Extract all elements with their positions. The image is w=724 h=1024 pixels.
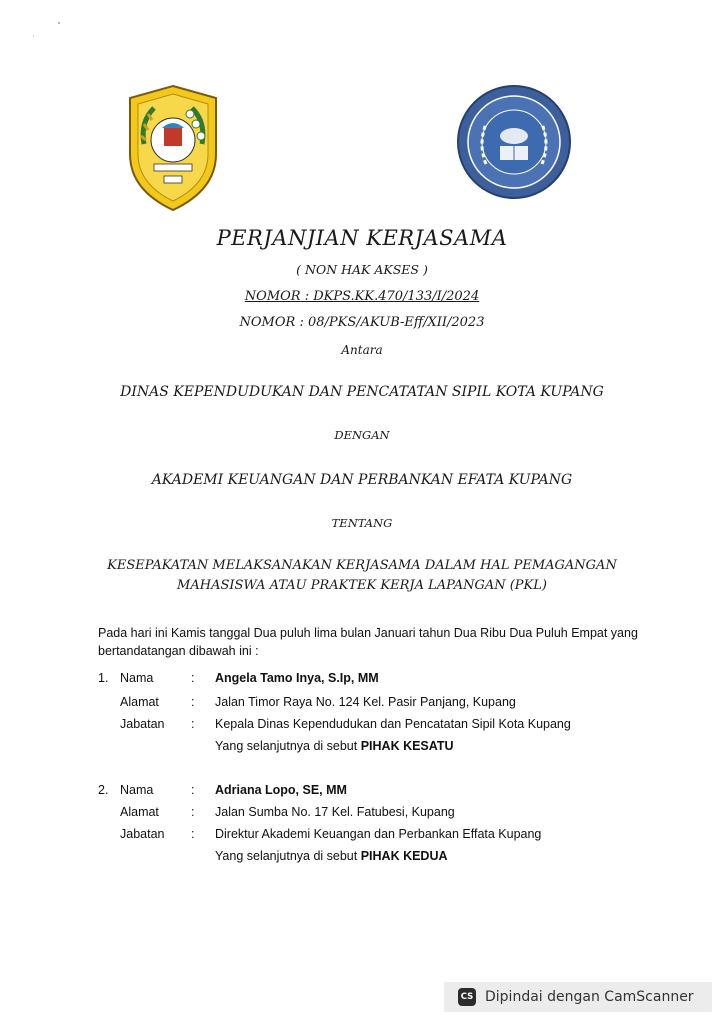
camscanner-icon: CS bbox=[458, 988, 476, 1006]
colon: : bbox=[191, 805, 195, 819]
signatory-1-number: 1. bbox=[98, 671, 109, 685]
topic-line-1: KESEPAKATAN MELAKSANAKAN KERJASAMA DALAM HAL PEMAGANGAN bbox=[107, 558, 617, 573]
signatory-2-alamat-label: Alamat bbox=[120, 805, 159, 819]
document-subtitle: ( NON HAK AKSES ) bbox=[296, 262, 428, 277]
designation-prefix: Yang selanjutnya di sebut bbox=[215, 739, 361, 753]
scan-speck bbox=[33, 36, 34, 37]
scan-speck bbox=[58, 22, 60, 24]
document-title: PERJANJIAN KERJASAMA bbox=[216, 226, 508, 250]
signatory-1-nama: Angela Tamo Inya, S.Ip, MM bbox=[215, 671, 379, 685]
signatory-2-designation bbox=[215, 848, 448, 864]
signatory-1-nama-label: Nama bbox=[120, 671, 154, 685]
akub-seal bbox=[456, 84, 572, 200]
signatory-2-number: 2. bbox=[98, 783, 109, 797]
signatory-2-alamat: Jalan Sumba No. 17 Kel. Fatubesi, Kupang bbox=[215, 805, 455, 819]
signatory-2-jabatan-label: Jabatan bbox=[120, 827, 165, 841]
signatory-2-nama-label: Nama bbox=[120, 783, 154, 797]
pihak-kedua: PIHAK KEDUA bbox=[360, 849, 448, 863]
dengan-label: DENGAN bbox=[334, 428, 390, 442]
document-number-2: NOMOR : 08/PKS/AKUB-Eff/XII/2023 bbox=[239, 315, 485, 330]
topic-line-2: MAHASISWA ATAU PRAKTEK KERJA LAPANGAN (PKL) bbox=[177, 578, 547, 593]
tentang-label: TENTANG bbox=[331, 516, 393, 530]
party-1-heading: DINAS KEPENDUDUKAN DAN PENCATATAN SIPIL KOTA KUPANG bbox=[120, 384, 604, 400]
intro-paragraph: Pada hari ini Kamis tanggal Dua puluh lima bulan Januari tahun Dua Ribu Dua Puluh Empat yang bertandatangan dibawah ini : bbox=[98, 626, 638, 658]
document-number-1: NOMOR : DKPS.KK.470/133/I/2024 bbox=[244, 289, 480, 304]
pihak-kesatu: PIHAK KESATU bbox=[360, 739, 454, 753]
signatory-1-alamat: Jalan Timor Raya No. 124 Kel. Pasir Panjang, Kupang bbox=[215, 695, 516, 709]
signatory-1-jabatan-label: Jabatan bbox=[120, 717, 165, 731]
signatory-1-jabatan: Kepala Dinas Kependudukan dan Pencatatan Sipil Kota Kupang bbox=[215, 717, 571, 731]
signatory-1-designation bbox=[215, 738, 454, 754]
colon: : bbox=[191, 783, 195, 797]
designation-prefix: Yang selanjutnya di sebut bbox=[215, 849, 361, 863]
antara-label: Antara bbox=[341, 343, 383, 357]
colon: : bbox=[191, 827, 195, 841]
signatory-2-jabatan: Direktur Akademi Keuangan dan Perbankan Effata Kupang bbox=[215, 827, 542, 841]
colon: : bbox=[191, 695, 195, 709]
colon: : bbox=[191, 717, 195, 731]
signatory-2-nama: Adriana Lopo, SE, MM bbox=[215, 783, 347, 797]
camscanner-text: Dipindai dengan CamScanner bbox=[485, 989, 694, 1005]
signatory-1-alamat-label: Alamat bbox=[120, 695, 159, 709]
colon: : bbox=[191, 671, 195, 685]
camscanner-watermark bbox=[444, 982, 712, 1012]
party-2-heading: AKADEMI KEUANGAN DAN PERBANKAN EFATA KUPANG bbox=[151, 472, 573, 488]
kota-kupang-emblem bbox=[124, 84, 222, 212]
